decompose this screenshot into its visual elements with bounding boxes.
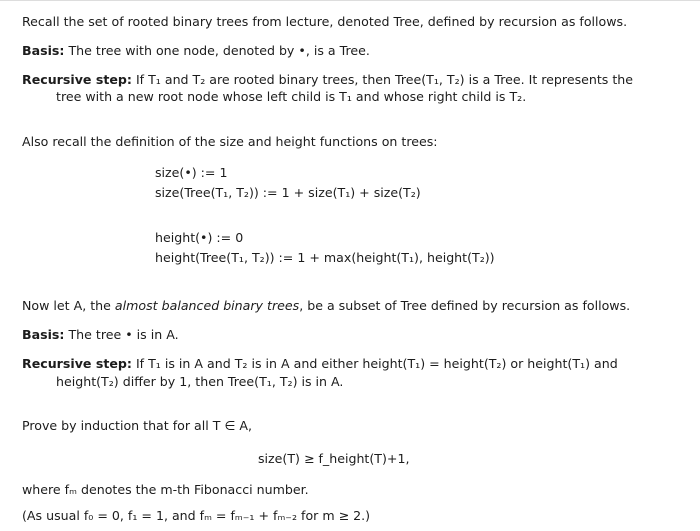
now-let-emph: almost balanced binary trees bbox=[114, 298, 300, 313]
now-let bbox=[22, 298, 630, 314]
a-basis bbox=[22, 327, 179, 343]
a-recursive-step bbox=[22, 356, 618, 372]
where-fibonacci: where fₘ denotes the m-th Fibonacci number. bbox=[22, 482, 309, 497]
tree-basis bbox=[22, 43, 370, 59]
as-usual-fibonacci: (As usual f₀ = 0, f₁ = 1, and fₘ = fₘ₋₁ + fₘ₋₂ for m ≥ 2.) bbox=[22, 508, 371, 523]
tree-recursive-text-1: If T₁ and T₂ are rooted binary trees, then Tree(T₁, T₂) is a Tree. It represents the bbox=[135, 72, 634, 87]
now-let-prefix: Now let A, the bbox=[22, 298, 115, 313]
height-def-recursive: height(Tree(T₁, T₂)) := 1 + max(height(T₁), height(T₂)) bbox=[155, 250, 495, 265]
a-recursive-label: Recursive step: bbox=[22, 356, 132, 371]
top-divider bbox=[0, 0, 700, 1]
a-recursive-text-1: If T₁ is in A and T₂ is in A and either height(T₁) = height(T₂) or height(T₁) and bbox=[135, 356, 618, 371]
inequality: size(T) ≥ f_height(T)+1, bbox=[258, 451, 410, 466]
a-recursive-text-2: height(T₂) differ by 1, then Tree(T₁, T₂) is in A. bbox=[56, 374, 344, 389]
height-def-base: height(•) := 0 bbox=[155, 230, 244, 245]
now-let-suffix: , be a subset of Tree defined by recursion as follows. bbox=[299, 298, 631, 313]
tree-recursive-label: Recursive step: bbox=[22, 72, 132, 87]
a-basis-text: The tree • is in A. bbox=[68, 327, 179, 342]
tree-basis-text: The tree with one node, denoted by •, is a Tree. bbox=[68, 43, 370, 58]
size-def-base: size(•) := 1 bbox=[155, 165, 228, 180]
also-recall: Also recall the definition of the size and height functions on trees: bbox=[22, 134, 438, 149]
recall-intro: Recall the set of rooted binary trees from lecture, denoted Tree, defined by recursion as follows. bbox=[22, 14, 628, 29]
size-def-recursive: size(Tree(T₁, T₂)) := 1 + size(T₁) + size(T₂) bbox=[155, 185, 421, 200]
tree-basis-label: Basis: bbox=[22, 43, 65, 58]
tree-recursive-step bbox=[22, 72, 633, 88]
tree-recursive-text-2: tree with a new root node whose left child is T₁ and whose right child is T₂. bbox=[56, 89, 527, 104]
prove-statement: Prove by induction that for all T ∈ A, bbox=[22, 418, 253, 433]
a-basis-label: Basis: bbox=[22, 327, 65, 342]
